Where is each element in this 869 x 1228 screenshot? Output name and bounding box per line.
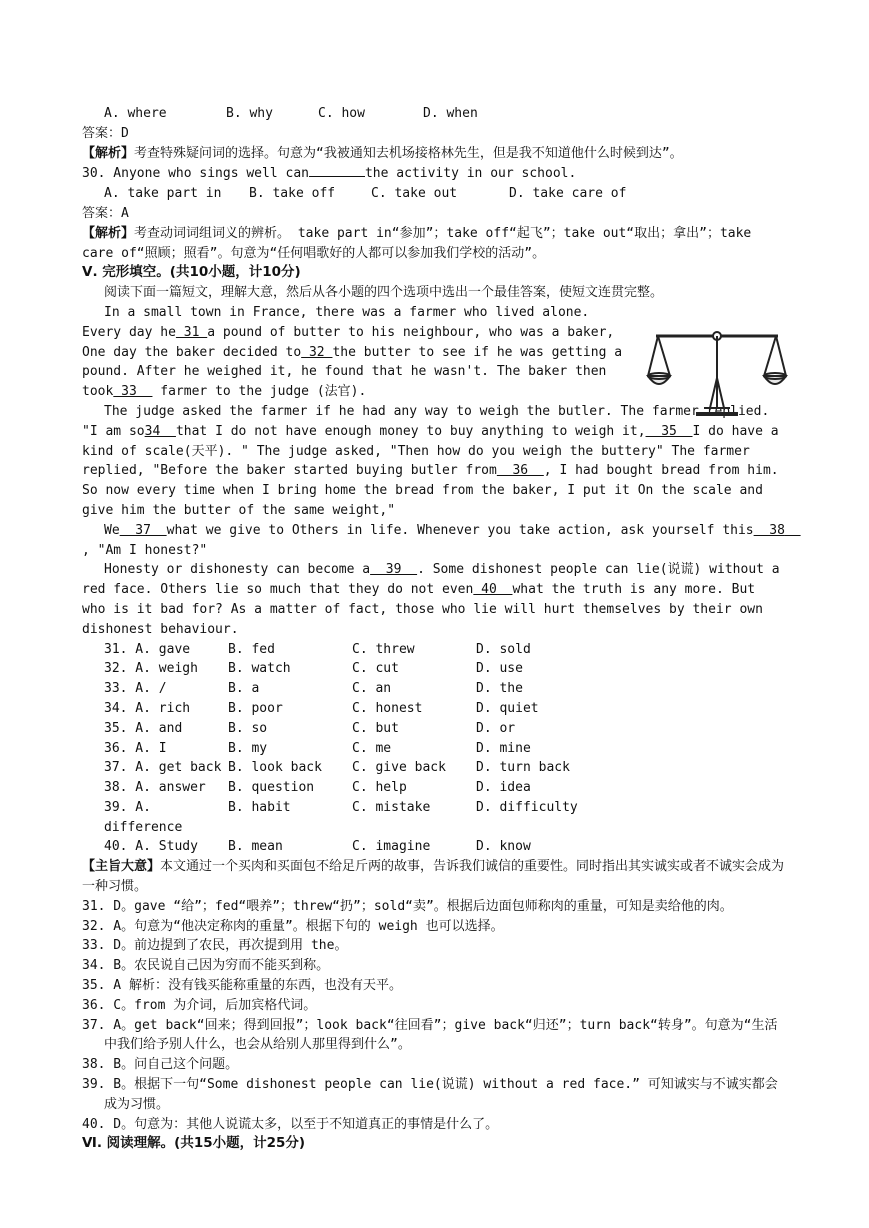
cloze-option-row: [82, 659, 786, 679]
q30-analysis-text: 考查动词词组词义的辨析。 take part in“参加”；take off“起飞”；take out“取出；拿出”；take care of“照顾；照看”。句意为“任何唱歌好的人都可以参加我们学校的活动”。: [82, 225, 760, 261]
option-39-b: B. habit: [228, 799, 291, 815]
option-39-c: C. mistake: [352, 799, 431, 815]
p1-text-a: In a small town in France, there was a farmer who lived alone. Every day he: [82, 304, 598, 340]
q29-analysis-tag: 【解析】: [82, 145, 135, 161]
option-37-b: B. look back: [228, 760, 322, 776]
option-31-c: C. threw: [352, 641, 415, 657]
cloze-option-row: [82, 837, 786, 857]
option-32-a: 32. A. weigh: [104, 661, 198, 677]
option-34-a: 34. A. rich: [104, 700, 191, 716]
explanation-item: 31. D。gave “给”；fed“喂养”；threw“扔”；sold“卖”。根据后边面包师称肉的重量，可知是卖给他的肉。: [82, 898, 733, 914]
option-38-d: D. idea: [476, 780, 531, 796]
blank-34: 34: [144, 423, 176, 439]
option-40-c: C. imagine: [352, 839, 431, 855]
cloze-option-row: [82, 679, 786, 699]
option-38-b: B. question: [228, 780, 315, 796]
q29-analysis: [82, 144, 786, 164]
q30-blank: [309, 163, 365, 177]
option-37-a: 37. A. get back: [104, 760, 222, 776]
option-38-a: 38. A. answer: [104, 780, 206, 796]
q29-option-d: D. when: [423, 106, 478, 121]
blank-38: 38: [753, 522, 801, 538]
cloze-option-row: [82, 739, 786, 759]
q29-option-a: A. where: [104, 106, 167, 121]
q29-answer: 答案：D: [82, 125, 129, 141]
section5-instruction: 阅读下面一篇短文，理解大意，然后从各小题的四个选项中选出一个最佳答案，使短文连贯完整。: [104, 285, 664, 301]
option-32-d: D. use: [476, 661, 523, 677]
p4-text-b: . Some dishonest people can lie(说谎) without a red face. Others lie so much that they do not even: [82, 562, 788, 598]
q30-stem: [82, 163, 786, 184]
option-39-d: D. difficulty: [476, 799, 578, 815]
blank-32: 32: [301, 344, 333, 360]
summary-tag: 【主旨大意】: [82, 859, 161, 875]
summary: [82, 857, 786, 897]
explanation-item: 40. D。句意为：其他人说谎太多，以至于不知道真正的事情是什么了。: [82, 1116, 499, 1132]
cloze-option-row: [82, 758, 786, 778]
p1-text-d: farmer to the judge (法官).: [152, 384, 367, 400]
option-31-a: 31. A. gave: [104, 641, 191, 657]
option-34-c: C. honest: [352, 700, 423, 716]
option-39-a: 39. A. difference: [104, 799, 183, 835]
option-36-c: C. me: [352, 740, 392, 756]
explanation-item: 33. D。前边提到了农民，再次提到用 the。: [82, 938, 348, 954]
q30-analysis: [82, 224, 786, 264]
q29-option-c: C. how: [318, 106, 365, 121]
explanation-item: 34. B。农民说自己因为穷而不能买到称。: [82, 958, 330, 974]
blank-40: 40: [473, 582, 513, 598]
option-33-a: 33. A. /: [104, 681, 167, 697]
explanation-item: 38. B。问自己这个问题。: [82, 1057, 239, 1073]
explanation-item: 32. A。句意为“他决定称肉的重量”。根据下句的 weigh 也可以选择。: [82, 918, 504, 934]
q30-analysis-tag: 【解析】: [82, 225, 135, 241]
p2-text-a: The judge asked the farmer if he had any way to weigh the butler. The farmer replied. "I am so: [82, 403, 778, 439]
section5-title: Ⅴ. 完形填空。(共10小题，计10分): [82, 264, 301, 281]
blank-39: 39: [370, 562, 418, 578]
option-33-b: B. a: [228, 681, 260, 697]
option-36-a: 36. A. I: [104, 740, 167, 756]
passage-paragraph-3: [82, 521, 801, 561]
cloze-option-row: [82, 798, 786, 838]
option-34-b: B. poor: [228, 700, 283, 716]
section6-title: Ⅵ. 阅读理解。(共15小题，计25分): [82, 1135, 306, 1152]
option-38-c: C. help: [352, 780, 407, 796]
p4-text-c: what the truth is any more. But who is it bad for? As a matter of fact, those who lie will hurt themselves by their own dishonest behaviour.: [82, 582, 771, 637]
blank-33: 33: [113, 384, 153, 400]
blank-31: 31: [175, 324, 208, 340]
option-40-a: 40. A. Study: [104, 839, 198, 855]
q30-stem-b: the activity in our school.: [364, 166, 577, 182]
option-34-d: D. quiet: [476, 700, 539, 716]
cloze-option-row: [82, 640, 786, 660]
option-40-d: D. know: [476, 839, 531, 855]
option-31-d: D. sold: [476, 641, 531, 657]
q29-analysis-text: 考查特殊疑问词的选择。句意为“我被通知去机场接格林先生，但是我不知道他什么时候到达”。: [134, 145, 683, 161]
q30-options: [82, 184, 786, 204]
explanations: [82, 897, 786, 1135]
q30-option-d: D. take care of: [509, 186, 627, 202]
option-37-d: D. turn back: [476, 760, 570, 776]
p4-text-a: Honesty or dishonesty can become a: [104, 562, 371, 578]
q30-option-c: C. take out: [371, 186, 458, 202]
scale-balance-image: [646, 330, 788, 422]
explanation-item: 35. A 解析：没有钱买能称重量的东西，也没有天平。: [82, 978, 402, 994]
explanation-item: 39. B。根据下一句“Some dishonest people can lie(说谎) without a red face.” 可知诚实与不诚实都会成为习惯。: [82, 1077, 778, 1112]
explanation-item: 37. A。get back“回来；得到回报”；look back“往回看”；give back“归还”；turn back“转身”。句意为“生活中我们给予别人什么，也会从给别人那里得到什么”。: [82, 1017, 778, 1053]
option-35-b: B. so: [228, 720, 268, 736]
option-36-d: D. mine: [476, 740, 531, 756]
option-32-c: C. cut: [352, 661, 399, 677]
q29-option-b: B. why: [226, 106, 273, 121]
q30-stem-a: 30. Anyone who sings well can: [82, 166, 309, 182]
cloze-option-row: [82, 778, 786, 798]
passage-paragraph-4: [82, 560, 786, 639]
option-37-c: C. give back: [352, 760, 446, 776]
q29-options: [82, 104, 786, 124]
q30-answer: 答案：A: [82, 205, 129, 221]
option-40-b: B. mean: [228, 839, 283, 855]
option-31-b: B. fed: [228, 641, 275, 657]
q30-option-a: A. take part in: [104, 186, 222, 202]
option-35-d: D. or: [476, 720, 516, 736]
summary-text: 本文通过一个买肉和买面包不给足斤两的故事，告诉我们诚信的重要性。同时指出其实诚实或者不诚实会成为一种习惯。: [82, 859, 785, 895]
explanation-item: 36. C。from 为介词，后加宾格代词。: [82, 997, 317, 1013]
p2-text-c: I do have a kind of scale(天平). " The judge asked, "Then how do you weigh the buttery" The farmer replied, "Before the baker started buying butler from: [82, 423, 787, 479]
option-36-b: B. my: [228, 740, 268, 756]
blank-37: 37: [119, 522, 167, 538]
option-33-c: C. an: [352, 681, 392, 697]
blank-35: 35: [645, 423, 693, 439]
cloze-options: [82, 640, 786, 858]
blank-36: 36: [496, 463, 544, 479]
option-35-c: C. but: [352, 720, 399, 736]
q30-option-b: B. take off: [249, 186, 336, 202]
option-32-b: B. watch: [228, 661, 291, 677]
p3-text-c: , "Am I honest?": [82, 542, 208, 558]
cloze-option-row: [82, 719, 786, 739]
p3-text-a: We: [104, 522, 120, 538]
p1-text-c: the butter to see if he was getting a pound. After he weighed it, he found that he wasn't. The baker then took: [82, 344, 630, 400]
option-33-d: D. the: [476, 681, 523, 697]
p2-text-b: that I do not have enough money to buy anything to weigh it,: [175, 423, 646, 439]
p2-text-d: , I had bought bread from him. So now every time when I bring home the bread from the baker, I put it On the scale and give him the butter of the same weight,": [82, 463, 787, 518]
option-35-a: 35. A. and: [104, 720, 183, 736]
p1-text-b: a pound of butter to his neighbour, who was a baker, One day the baker decided to: [82, 324, 623, 360]
p3-text-b: what we give to Others in life. Whenever you take action, ask yourself this: [166, 522, 754, 538]
cloze-option-row: [82, 699, 786, 719]
document-page: [82, 104, 801, 1154]
